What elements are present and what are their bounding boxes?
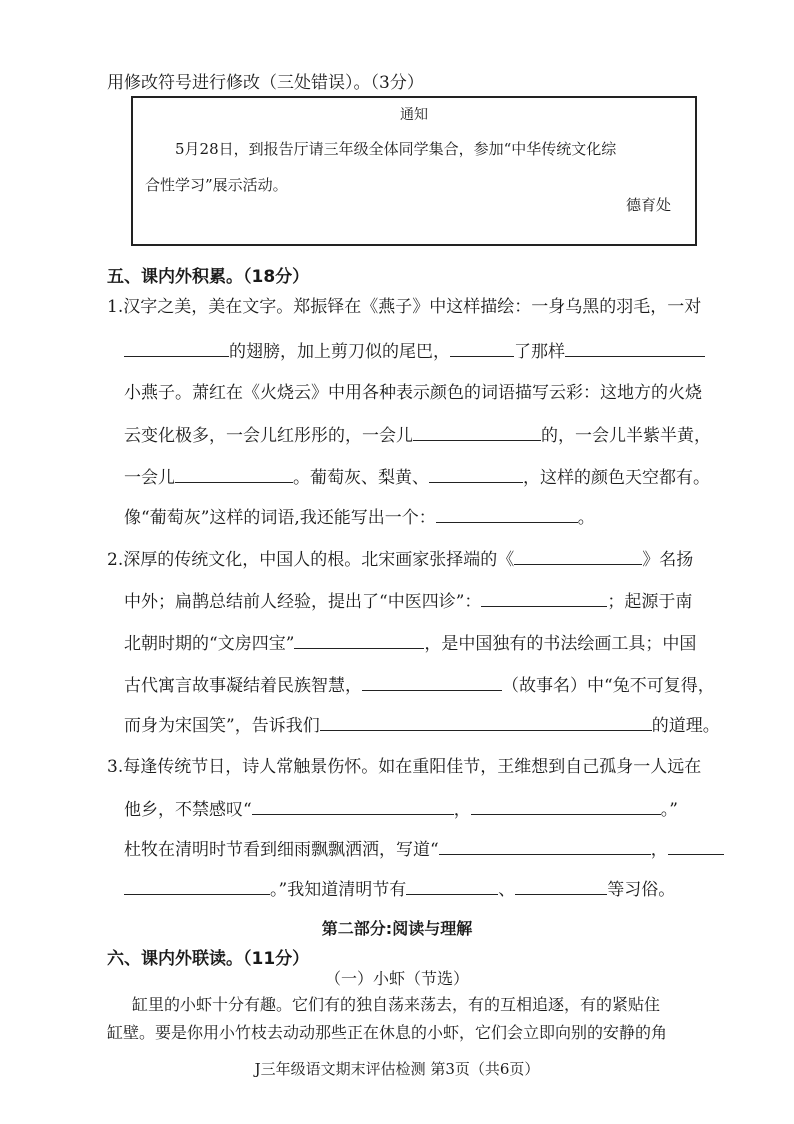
q1-line-4: 云变化极多，一会儿红彤彤的，一会儿 的，一会儿半紫半黄， [124, 426, 711, 446]
answer-blank[interactable] [450, 340, 514, 357]
answer-blank[interactable] [252, 798, 454, 815]
part-2-heading: 第二部分:阅读与理解 [321, 919, 473, 938]
passage-line-1: 缸里的小虾十分有趣。它们有的独自荡来荡去，有的互相追逐，有的紧贴住 [132, 995, 661, 1014]
notice-box [131, 96, 697, 246]
q2-line-4: 古代寓言故事凝结着民族智慧， （故事名）中“兔不可复得， [124, 676, 715, 696]
passage-subtitle: （一）小虾（节选） [324, 969, 469, 988]
answer-blank[interactable] [481, 590, 607, 607]
notice-signature: 德育处 [625, 196, 671, 214]
q2-line-1: 2.深厚的传统文化，中国人的根。北宋画家张择端的《 》名扬 [107, 550, 694, 570]
answer-blank[interactable] [429, 466, 523, 483]
q2-line-2: 中外；扁鹊总结前人经验，提出了“中医四诊”： ；起源于南 [124, 592, 693, 612]
answer-blank[interactable] [471, 798, 661, 815]
q1-line-3: 小燕子。萧红在《火烧云》中用各种表示颜色的词语描写云彩：这地方的火烧 [124, 383, 702, 403]
q2-line-5: 而身为宋国笑”，告诉我们 的道理。 [124, 716, 720, 736]
answer-blank[interactable] [436, 506, 578, 523]
answer-blank[interactable] [668, 838, 724, 855]
q1-line-5: 一会儿 。葡萄灰、梨黄、 ，这样的颜色天空都有。 [124, 468, 710, 488]
answer-blank[interactable] [175, 466, 293, 483]
answer-blank[interactable] [515, 878, 607, 895]
instruction-line: 用修改符号进行修改（三处错误）。（3分） [107, 73, 424, 93]
answer-blank[interactable] [124, 878, 270, 895]
q3-line-1: 3.每逢传统节日，诗人常触景伤怀。如在重阳佳节，王维想到自己孤身一人远在 [107, 757, 702, 777]
section-5-heading: 五、课内外积累。（18分） [107, 267, 310, 287]
answer-blank[interactable] [320, 714, 652, 731]
answer-blank[interactable] [514, 548, 642, 565]
answer-blank[interactable] [124, 340, 229, 357]
q3-line-2: 他乡，不禁感叹“ ， 。” [124, 800, 678, 820]
passage-line-2: 缸壁。要是你用小竹枝去动动那些正在休息的小虾，它们会立即向别的安静的角 [107, 1023, 668, 1042]
q1-line-1: 1.汉字之美，美在文字。郑振铎在《燕子》中这样描绘：一身乌黑的羽毛，一对 [107, 297, 702, 317]
q1-line-6: 像“葡萄灰”这样的词语,我还能写出一个： 。 [124, 508, 595, 528]
notice-line-2: 合性学习”展示活动。 [145, 176, 288, 194]
answer-blank[interactable] [565, 340, 705, 357]
answer-blank[interactable] [439, 838, 651, 855]
section-6-heading: 六、课内外联读。（11分） [107, 949, 310, 969]
notice-title: 通知 [400, 107, 428, 123]
q3-line-3: 杜牧在清明时节看到细雨飘飘洒洒，写道“ ， [124, 838, 724, 861]
q1-line-2: 的翅膀，加上剪刀似的尾巴， 了那样 [124, 340, 705, 363]
answer-blank[interactable] [294, 632, 424, 649]
answer-blank[interactable] [362, 674, 502, 691]
notice-line-1: 5月28日，到报告厅请三年级全体同学集合，参加“中华传统文化综 [175, 140, 617, 158]
q2-line-3: 北朝时期的“文房四宝” ，是中国独有的书法绘画工具；中国 [124, 634, 697, 654]
q3-line-4: 。”我知道清明节有 、 等习俗。 [124, 878, 675, 901]
page-footer: J三年级语文期末评估检测 第3页（共6页） [254, 1060, 540, 1078]
answer-blank[interactable] [406, 878, 498, 895]
answer-blank[interactable] [413, 424, 541, 441]
